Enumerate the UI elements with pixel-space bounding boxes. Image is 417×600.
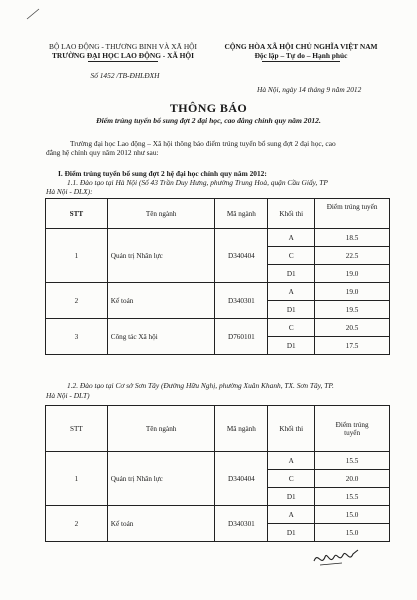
cell-khoi: A	[268, 283, 315, 301]
nation-name: CỘNG HÒA XÃ HỘI CHỦ NGHĨA VIỆT NAM	[224, 42, 378, 51]
cell-ma: D340301	[215, 506, 268, 542]
table-row	[46, 452, 390, 470]
cell-diem: 18.5	[315, 229, 390, 247]
header-diem-line-2: tuyển	[344, 428, 361, 437]
table-row	[46, 319, 390, 337]
section-1-heading: I. Điểm trúng tuyển bổ sung đợt 2 hệ đại học chính quy năm 2012:	[58, 169, 267, 178]
cell-stt: 2	[46, 283, 108, 319]
header-diem	[315, 406, 390, 452]
pen-mark	[26, 8, 40, 20]
table-sontay	[45, 405, 390, 542]
cell-diem: 15.5	[315, 488, 390, 506]
header-khoi: Khối thi	[268, 406, 315, 452]
cell-khoi: C	[268, 247, 315, 265]
document-subtitle: Điểm trúng tuyển bổ sung đợt 2 đại học, cao đẳng chính quy năm 2012.	[96, 116, 321, 125]
document-number: Số 1452 /TB-ĐHLĐXH	[90, 71, 160, 80]
intro-line-1: Trường đại học Lao động – Xã hội thông báo điểm trúng tuyển bổ sung đợt 2 đại học, cao	[70, 139, 336, 148]
cell-diem: 20.0	[315, 470, 390, 488]
table-row	[46, 229, 390, 247]
table-row	[46, 283, 390, 301]
cell-khoi: D1	[268, 524, 315, 542]
school-underline	[88, 61, 158, 62]
cell-stt: 2	[46, 506, 108, 542]
cell-khoi: C	[268, 470, 315, 488]
header-ma: Mã ngành	[215, 199, 268, 229]
cell-stt: 1	[46, 452, 108, 506]
cell-khoi: A	[268, 229, 315, 247]
place-date: Hà Nội, ngày 14 tháng 9 năm 2012	[257, 85, 362, 94]
cell-nganh: Kế toán	[107, 283, 215, 319]
cell-khoi: C	[268, 319, 315, 337]
cell-diem: 19.0	[315, 283, 390, 301]
cell-nganh: Quản trị Nhân lực	[107, 229, 215, 283]
school-name: TRƯỜNG ĐẠI HỌC LAO ĐỘNG - XÃ HỘI	[52, 51, 194, 60]
nation-motto: Độc lập – Tự do – Hạnh phúc	[254, 51, 348, 60]
cell-ma: D340301	[215, 283, 268, 319]
cell-diem: 17.5	[315, 337, 390, 355]
section-1-2-line-2: Hà Nội - DLT)	[46, 391, 90, 400]
header-diem-line-1: Điểm trúng	[335, 420, 369, 429]
header-stt: STT	[46, 199, 108, 229]
ministry-name: BỘ LAO ĐỘNG - THƯƠNG BINH VÀ XÃ HỘI	[49, 42, 197, 51]
section-1-2-line-1: 1.2. Đào tạo tại Cơ sở Sơn Tây (Đường Hữu Nghị, phường Xuân Khanh, TX. Sơn Tây, TP.	[67, 381, 334, 390]
header-stt: STT	[46, 406, 108, 452]
cell-khoi: A	[268, 452, 315, 470]
cell-diem: 15.0	[315, 506, 390, 524]
cell-nganh: Công tác Xã hội	[107, 319, 215, 355]
cell-khoi: A	[268, 506, 315, 524]
section-1-1-line-1: 1.1. Đào tạo tại Hà Nội (Số 43 Trần Duy Hưng, phường Trung Hoà, quận Cầu Giấy, TP	[67, 178, 328, 187]
header-diem: Điểm trúng tuyển	[315, 199, 390, 229]
header-nganh: Tên ngành	[107, 406, 215, 452]
cell-ma: D340404	[215, 452, 268, 506]
cell-diem: 15.0	[315, 524, 390, 542]
motto-underline	[262, 61, 340, 62]
table-row	[46, 506, 390, 524]
cell-khoi: D1	[268, 488, 315, 506]
header-nganh: Tên ngành	[107, 199, 215, 229]
header-ma: Mã ngành	[215, 406, 268, 452]
document-title: THÔNG BÁO	[169, 101, 248, 115]
cell-diem: 15.5	[315, 452, 390, 470]
cell-khoi: D1	[268, 265, 315, 283]
cell-nganh: Quản trị Nhân lực	[107, 452, 215, 506]
cell-stt: 1	[46, 229, 108, 283]
cell-ma: D760101	[215, 319, 268, 355]
cell-diem: 19.0	[315, 265, 390, 283]
section-1-1-line-2: Hà Nội - DLX):	[46, 187, 93, 196]
cell-diem: 19.5	[315, 301, 390, 319]
cell-khoi: D1	[268, 337, 315, 355]
header-khoi: Khối thi	[268, 199, 315, 229]
handwritten-signature	[312, 545, 362, 571]
cell-khoi: D1	[268, 301, 315, 319]
table-hanoi	[45, 198, 390, 355]
cell-diem: 22.5	[315, 247, 390, 265]
intro-line-2: đẳng hệ chính quy năm 2012 như sau:	[46, 148, 159, 157]
cell-ma: D340404	[215, 229, 268, 283]
cell-diem: 20.5	[315, 319, 390, 337]
cell-stt: 3	[46, 319, 108, 355]
cell-nganh: Kế toán	[107, 506, 215, 542]
